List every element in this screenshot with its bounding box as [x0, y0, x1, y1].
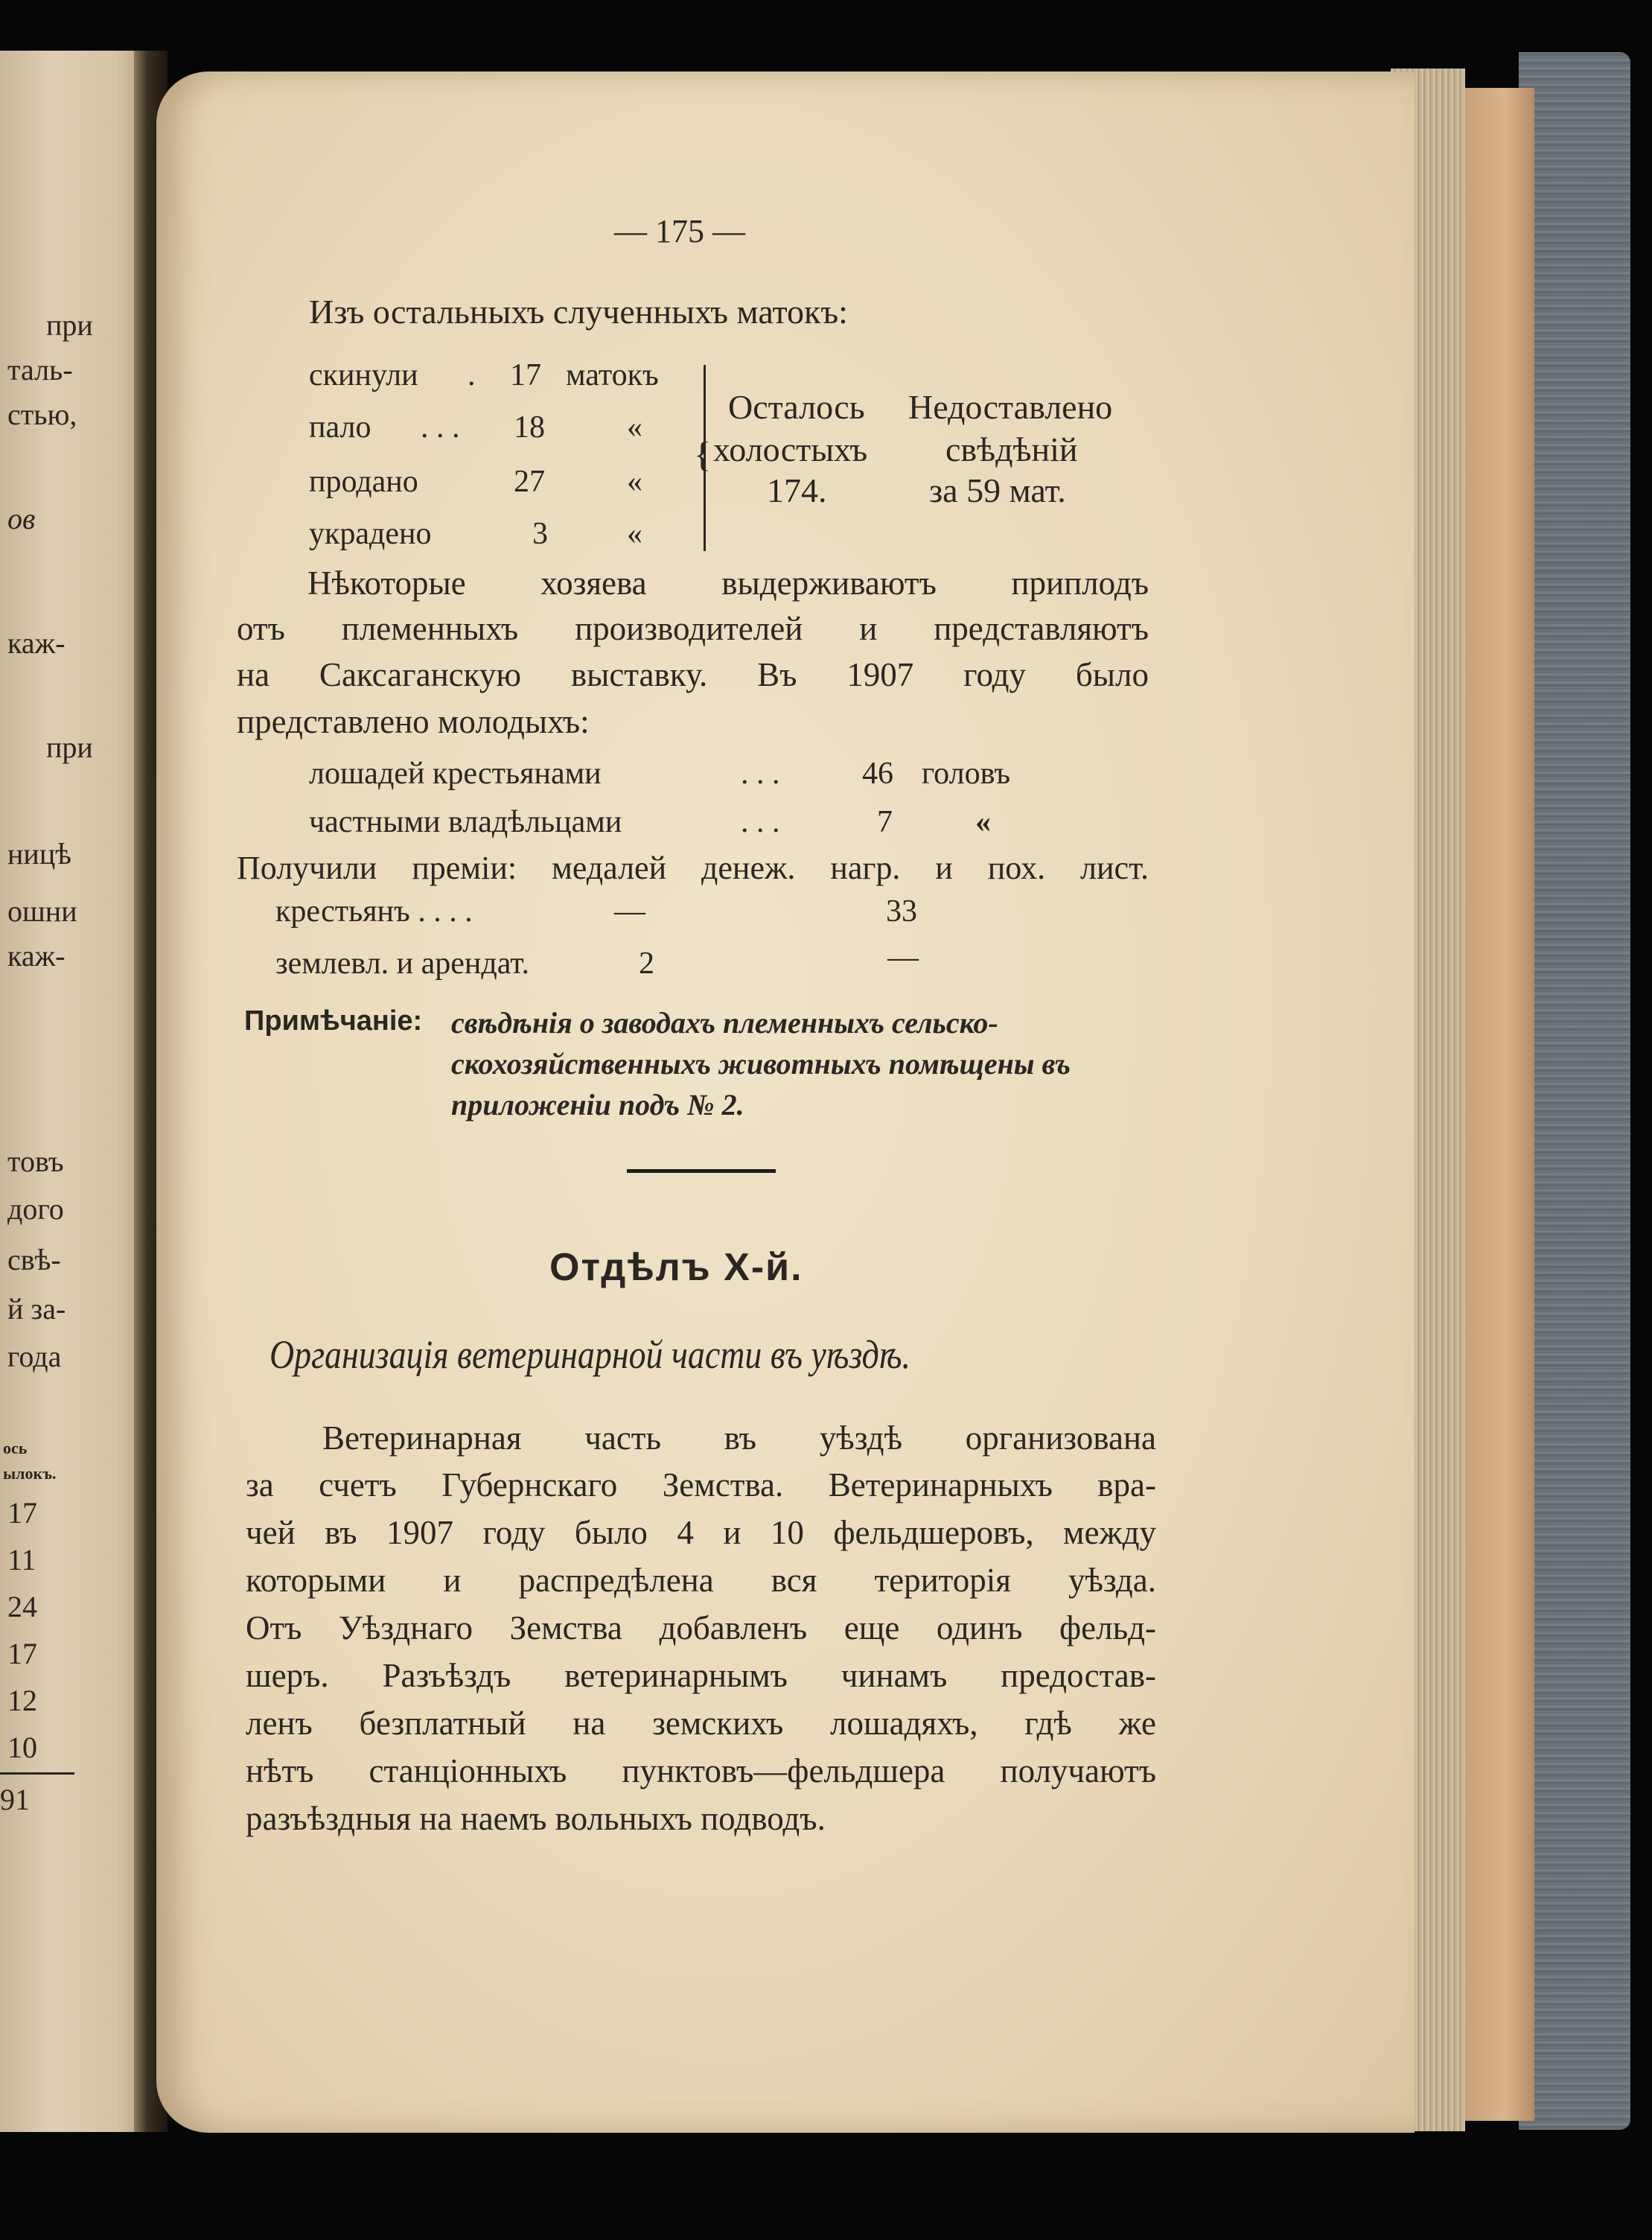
stock-label: украдено: [309, 517, 432, 551]
remaining-col2: свѣдѣній: [945, 430, 1078, 468]
text-line: чей въ 1907 году было 4 и 10 фельдшеровъ, между: [246, 1514, 1156, 1551]
left-number: 17: [7, 1496, 37, 1530]
left-line: ницѣ: [7, 837, 71, 871]
young-unit: «: [975, 805, 991, 839]
text-line: Нѣкоторые хозяева выдерживаютъ приплодъ: [307, 564, 1149, 602]
stock-label: продано: [309, 465, 418, 499]
young-label: лошадей крестьянами: [309, 757, 602, 791]
text-line: за счетъ Губернскаго Земства. Ветеринарныхъ вра-: [246, 1466, 1156, 1504]
awards-medals: 2: [639, 946, 654, 981]
left-number: 24: [7, 1590, 37, 1623]
remaining-col1: 174.: [767, 471, 827, 509]
remaining-col1: Осталось: [728, 388, 865, 426]
stock-dots: . . .: [421, 410, 460, 445]
text-line: Отъ Уѣзднаго Земства добавленъ еще одинъ фельд-: [246, 1609, 1156, 1646]
left-line: при: [46, 308, 93, 342]
left-line: каж-: [7, 939, 66, 973]
text-line: представлено молодыхъ:: [237, 703, 590, 740]
text-line: ленъ безплатный на земскихъ лошадяхъ, гдѣ же: [246, 1705, 1156, 1742]
stock-value: 3: [532, 517, 548, 551]
left-line: года: [7, 1340, 62, 1373]
remaining-col2: за 59 мат.: [929, 471, 1066, 509]
stock-value: 27: [514, 465, 545, 499]
young-dots: . . .: [741, 805, 780, 839]
text-line: разъѣздныя на наемъ вольныхъ подводъ.: [246, 1800, 826, 1837]
stock-value: 17: [510, 358, 541, 392]
stock-label: пало: [309, 410, 371, 445]
left-line: свѣ-: [7, 1243, 61, 1276]
left-number: 12: [7, 1684, 37, 1717]
section-divider: [627, 1169, 776, 1173]
stock-dots: .: [468, 358, 476, 392]
text-line: на Саксаганскую выставку. Въ 1907 году было: [237, 656, 1149, 693]
young-unit: головъ: [922, 757, 1011, 791]
awards-label: землевл. и арендат.: [275, 946, 530, 981]
stock-unit: матокъ: [566, 358, 659, 392]
book-cover: [1519, 52, 1630, 2130]
left-table-header: ось: [3, 1439, 28, 1457]
page-number: — 175 —: [614, 213, 745, 249]
awards-label: крестьянъ . . . .: [275, 894, 473, 929]
stock-label: скинули: [309, 358, 418, 392]
left-line: й за-: [7, 1292, 66, 1326]
text-line: отъ племенныхъ производителей и представляютъ: [237, 610, 1149, 647]
awards-money: 33: [886, 894, 917, 929]
text-line: Ветеринарная часть въ уѣздѣ организована: [322, 1419, 1156, 1457]
left-page: [0, 51, 145, 2132]
left-total: 91: [0, 1783, 30, 1816]
left-table-header: ылокъ.: [3, 1464, 57, 1483]
left-line: при: [46, 731, 93, 764]
stock-unit: «: [627, 410, 642, 445]
section-subtitle: Организація ветеринарной части въ уѣздѣ.: [270, 1332, 910, 1377]
left-line: стью,: [7, 398, 77, 431]
stock-intro: Изъ остальныхъ слученныхъ матокъ:: [309, 293, 848, 331]
stock-unit: «: [627, 517, 642, 551]
left-line: каж-: [7, 626, 66, 660]
text-line: которыми и распредѣлена вся територія уѣзда.: [246, 1562, 1156, 1599]
stock-unit: «: [627, 465, 642, 499]
young-dots: . . .: [741, 757, 780, 791]
stock-value: 18: [514, 410, 545, 445]
young-label: частными владѣльцами: [309, 805, 622, 839]
brace-tip: {: [694, 435, 712, 474]
awards-money: —: [887, 941, 919, 975]
remaining-col2: Недоставлено: [908, 388, 1113, 426]
note-label: Примѣчаніе:: [244, 1005, 423, 1037]
awards-medals: —: [614, 894, 645, 929]
left-number: 17: [7, 1637, 37, 1670]
young-value: 7: [877, 805, 893, 839]
young-value: 46: [862, 757, 893, 791]
left-line: таль-: [7, 353, 73, 386]
remaining-col1: холостыхъ: [713, 430, 868, 468]
left-line: ов: [7, 502, 36, 535]
left-total-rule: [0, 1772, 74, 1775]
cover-inner: [1464, 88, 1534, 2121]
note-line: приложеніи подъ № 2.: [451, 1088, 744, 1121]
text-line: нѣтъ станціонныхъ пунктовъ—фельдшера получаютъ: [246, 1752, 1156, 1789]
left-number: 10: [7, 1731, 37, 1764]
note-line: скохозяйственныхъ животныхъ помѣщены въ: [451, 1047, 1071, 1081]
text-line: шеръ. Разъѣздъ ветеринарнымъ чинамъ предостав-: [246, 1657, 1156, 1694]
left-number: 11: [7, 1543, 36, 1576]
section-title: Отдѣлъ Х-й.: [549, 1246, 803, 1289]
awards-header: Получили преміи: медалей денеж. нагр. и пох. лист.: [237, 850, 1149, 886]
left-line: ошни: [7, 894, 77, 928]
note-line: свѣдѣнія о заводахъ племенныхъ сельско-: [451, 1006, 998, 1040]
left-line: товъ: [7, 1145, 64, 1178]
left-line: дого: [7, 1192, 64, 1226]
